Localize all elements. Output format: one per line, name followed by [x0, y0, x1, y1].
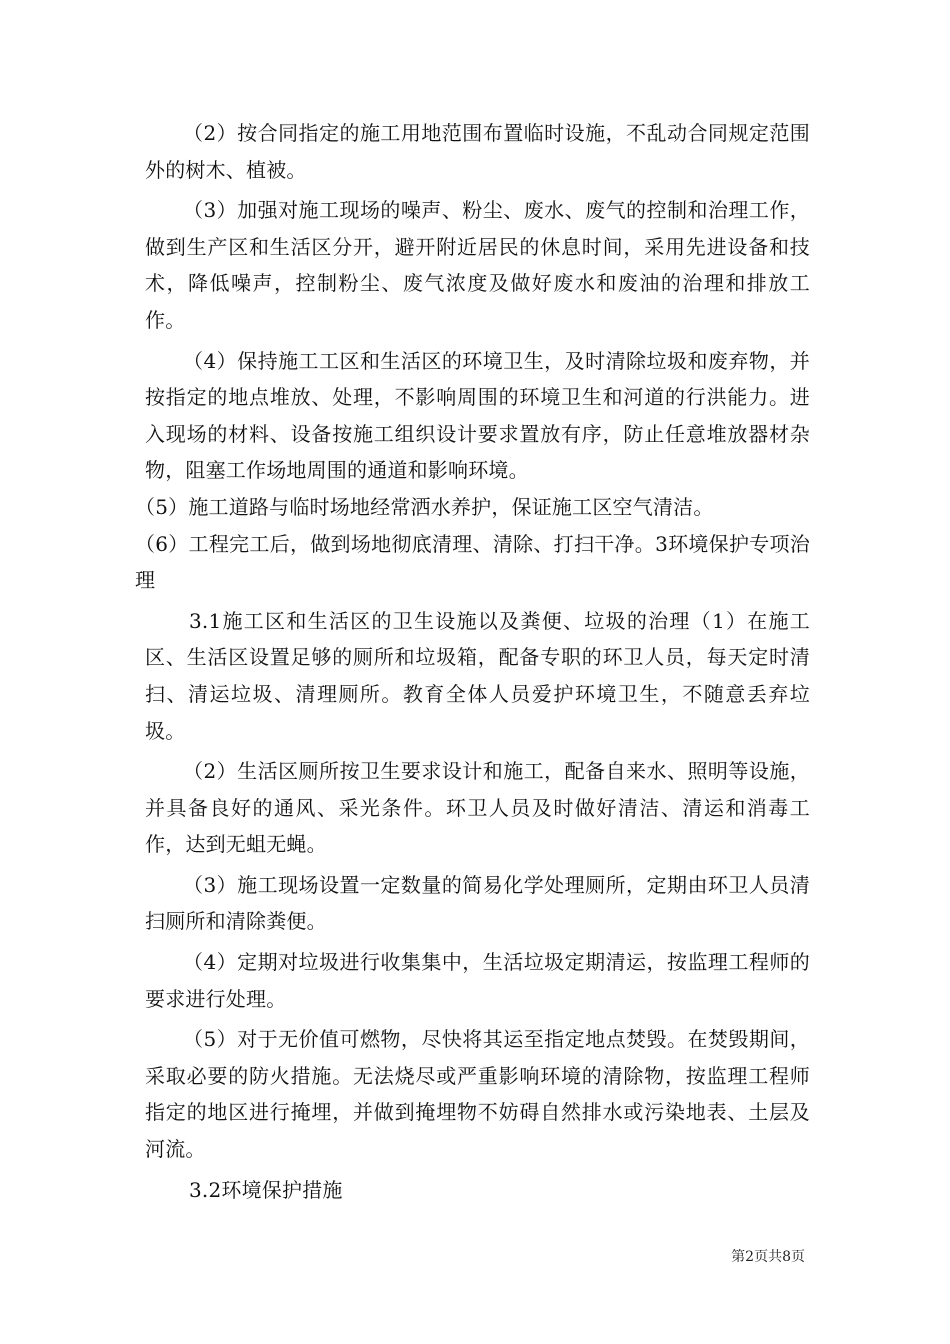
paragraph-sub-item-4: （4）定期对垃圾进行收集集中，生活垃圾定期清运，按监理工程师的要求进行处理。	[145, 950, 810, 1011]
paragraph-item-4: （4）保持施工工区和生活区的环境卫生，及时清除垃圾和废弃物，并按指定的地点堆放、处理，不影响周围的环境卫生和河道的行洪能力。进入现场的材料、设备按施工组织设计要求置放有序，防止任意堆放器材杂物，阻塞工作场地周围的通道和影响环境。	[145, 348, 810, 483]
section-heading-3-2: 3.2环境保护措施	[189, 1177, 343, 1202]
paragraph-item-5: （5）施工道路与临时场地经常洒水养护，保证施工区空气清洁。	[135, 494, 714, 519]
document-body	[135, 115, 810, 1208]
page-number-footer: 第2页共8页	[731, 1249, 805, 1265]
paragraph-item-3: （3）加强对施工现场的噪声、粉尘、废水、废气的控制和治理工作，做到生产区和生活区分开，避开附近居民的休息时间，采用先进设备和技术，降低噪声，控制粉尘、废气浓度及做好废水和废油的治理和排放工作。	[145, 198, 810, 332]
paragraph-sub-item-2: （2）生活区厕所按卫生要求设计和施工，配备自来水、照明等设施，并具备良好的通风、采光条件。环卫人员及时做好清洁、清运和消毒工作，达到无蛆无蝇。	[145, 759, 810, 857]
paragraph-item-2: （2）按合同指定的施工用地范围布置临时设施，不乱动合同规定范围外的树木、植被。	[145, 121, 810, 182]
paragraph-sub-item-3: （3）施工现场设置一定数量的简易化学处理厕所，定期由环卫人员清扫厕所和清除粪便。	[145, 872, 810, 934]
paragraph-sub-item-5: （5）对于无价值可燃物，尽快将其运至指定地点焚毁。在焚毁期间，采取必要的防火措施。无法烧尽或严重影响环境的清除物，按监理工程师指定的地区进行掩埋，并做到掩埋物不妨碍自然排水或污染地表、土层及河流。	[145, 1027, 810, 1162]
paragraph-section-3-1: 3.1施工区和生活区的卫生设施以及粪便、垃圾的治理（1）在施工区、生活区设置足够的厕所和垃圾箱，配备专职的环卫人员，每天定时清扫、清运垃圾、清理厕所。教育全体人员爱护环境卫生，不随意丢弃垃圾。	[145, 608, 810, 743]
paragraph-item-6: （6）工程完工后，做到场地彻底清理、清除、打扫干净。3环境保护专项治理	[135, 531, 810, 593]
